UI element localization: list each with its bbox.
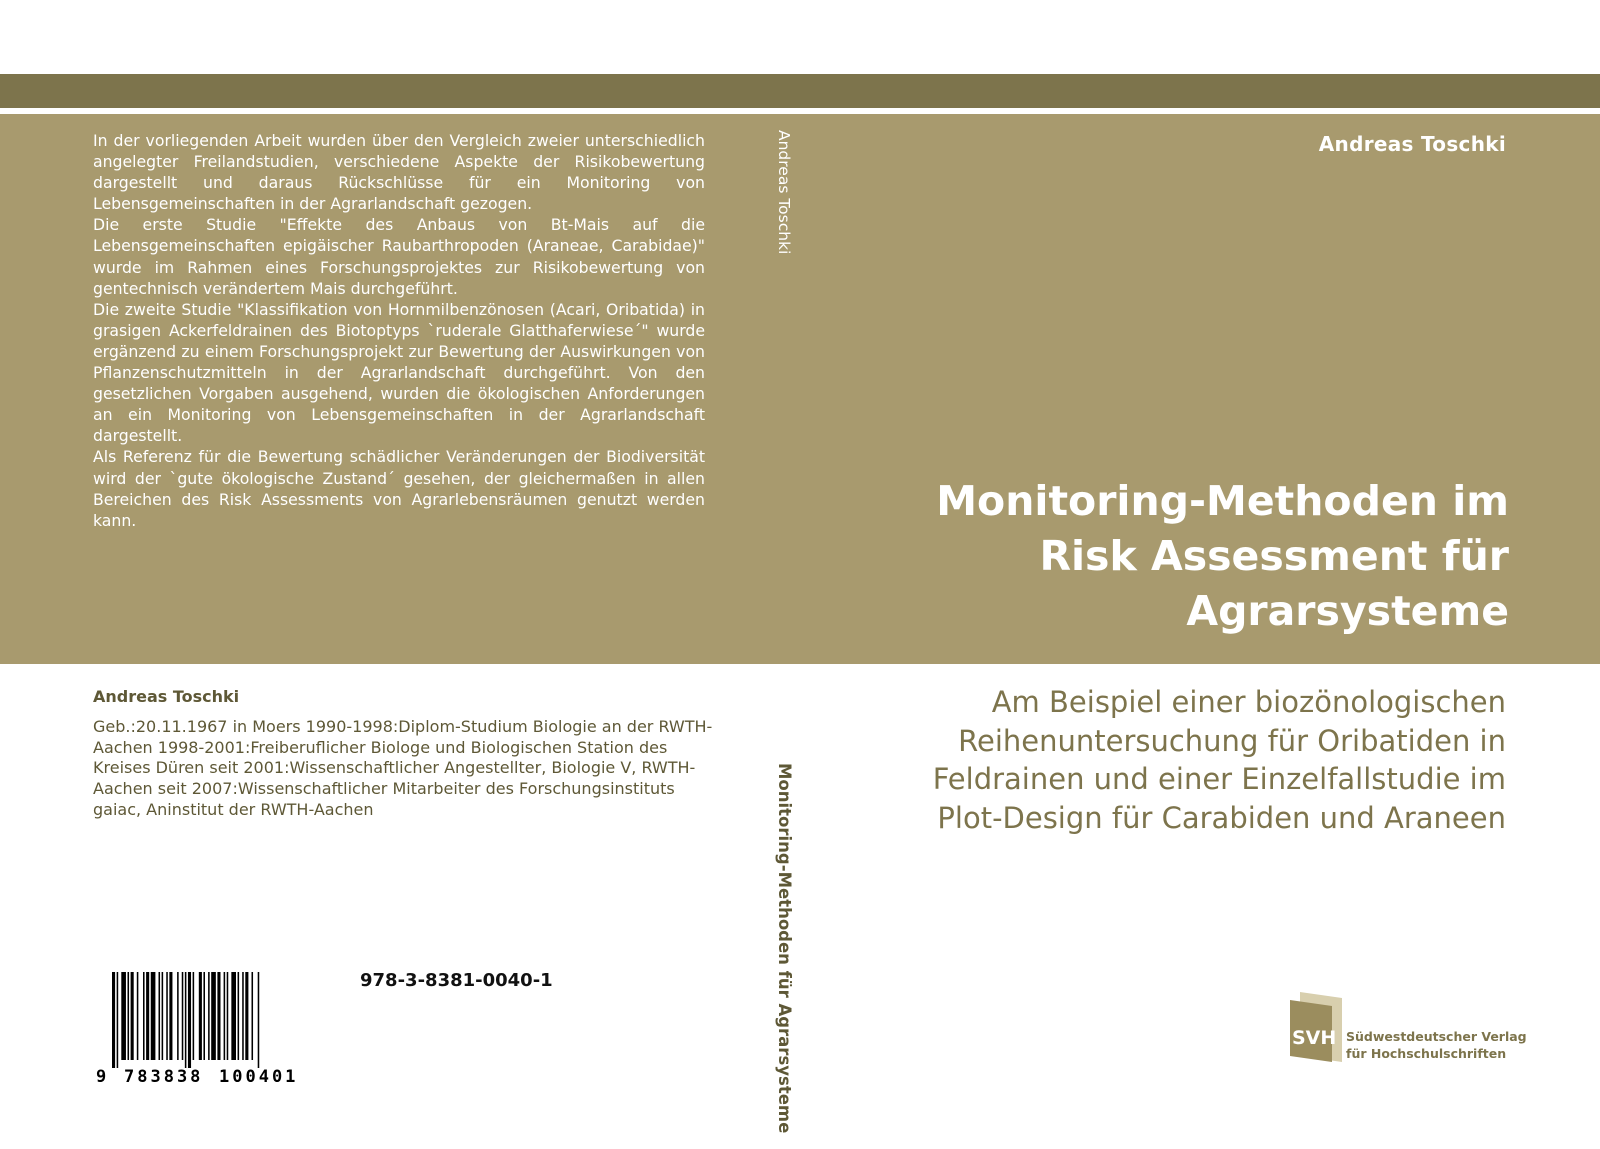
barcode-bar — [203, 972, 205, 1060]
barcode-bar — [224, 972, 226, 1060]
subtitle-line: Feldrainen und einer Einzelfallstudie im — [932, 762, 1506, 796]
barcode-bar — [231, 972, 236, 1060]
top-decorative-bar — [0, 74, 1600, 108]
barcode-bar — [131, 972, 134, 1060]
barcode-bar — [242, 972, 244, 1060]
back-author: Andreas Toschki — [93, 687, 240, 706]
barcode-bar — [199, 972, 202, 1060]
title-line: Agrarsysteme — [1186, 587, 1509, 635]
barcode-bar — [117, 972, 119, 1068]
barcode-bar — [128, 972, 130, 1060]
blurb-paragraph: In der vorliegenden Arbeit wurden über den Vergleich zweier unterschiedlich angelegter Freilandstudien, verschiedene Aspekte der Risikobewertung dargestellt und daraus Rückschlüsse für ein Monitoring von Lebensgemeinschaften in der Agrarlandschaft gezogen. — [93, 131, 705, 214]
barcode-bar — [193, 972, 195, 1060]
barcode-bar — [137, 972, 139, 1060]
barcode-digit-first: 9 — [96, 1067, 107, 1086]
barcode-bar — [208, 972, 210, 1060]
subtitle-line: Reihenuntersuchung für Oribatiden in — [958, 723, 1506, 758]
barcode-digits-right: 100401 — [219, 1067, 299, 1086]
blurb-paragraph: Die erste Studie "Effekte des Anbaus von Bt-Mais auf die Lebensgemeinschaften epigäischer Raubarthropoden (Araneae, Carabidae)" wurde im Rahmen eines Forschungsprojektes zur Risikobewertung von gentechnisch verändertem Mais durchgeführt. — [93, 215, 705, 298]
blurb-paragraph: Die zweite Studie "Klassifikation von Hornmilbenzönosen (Acari, Oribatida) in grasigen Ackerfeldrainen des Biotoptyps `ruderale Glatthaferwiese´" wurde ergänzend zu einem Forschungsprojekt zur Bewertung der Auswirkungen von Pflanzenschutzmitteln in der Agrarlandschaft durchgeführt. Von den gesetzlichen Vorgaben ausgehend, wurden die ökologischen Anforderungen an ein Monitoring von Lebensgemeinschaften in der Agrarlandschaft dargestellt. — [93, 299, 705, 446]
back-cover-blurb — [93, 130, 705, 531]
author-bio: Geb.:20.11.1967 in Moers 1990-1998:Diplom-Studium Biologie an der RWTH-Aachen 1998-2001:Freiberuflicher Biologe und Biologischen Station des Kreises Düren seit 2001:Wissenschaftlicher Angestellter, Biologie V, RWTH-Aachen seit 2007:Wissenschaftlicher Mitarbeiter des Forschungsinstituts gaiac, Aninstitut der RWTH-Aachen — [93, 717, 713, 819]
front-author: Andreas Toschki — [1318, 132, 1506, 156]
barcode-digits-left: 783838 — [124, 1067, 204, 1086]
barcode-bar — [146, 972, 149, 1060]
barcode-bar — [211, 972, 216, 1060]
publisher-block — [1290, 992, 1527, 1072]
spine-author: Andreas Toschki — [775, 130, 793, 255]
barcode-bar — [151, 972, 156, 1060]
barcode-bar — [169, 972, 172, 1060]
barcode-bar — [166, 972, 168, 1060]
publisher-name-line: Südwestdeutscher Verlag — [1346, 1029, 1527, 1044]
barcode-bar — [112, 972, 115, 1068]
book-title — [789, 474, 1509, 639]
barcode-bar — [217, 972, 220, 1060]
barcode-bar — [182, 972, 184, 1060]
barcode-bar — [121, 972, 126, 1060]
title-line: Risk Assessment für — [1039, 532, 1509, 580]
barcode-bar — [188, 972, 191, 1068]
barcode-bar — [252, 972, 254, 1060]
blurb-paragraph: Als Referenz für die Bewertung schädlicher Veränderungen der Biodiversität wird der `gute ökologische Zustand´ gesehen, der gleichermaßen in allen Bereichen des Risk Assessments von Agrarlebensräumen genutzt werden kann. — [93, 447, 705, 530]
publisher-name — [1346, 1028, 1527, 1062]
book-subtitle — [786, 683, 1506, 837]
barcode-bar — [143, 972, 145, 1060]
publisher-name-line: für Hochschulschriften — [1346, 1046, 1507, 1061]
barcode-bar — [245, 972, 248, 1060]
barcode-bar — [159, 972, 161, 1060]
spine-title: Monitoring-Methoden für Agrarsysteme — [775, 763, 794, 1134]
subtitle-line: Am Beispiel einer biozönologischen — [991, 685, 1506, 719]
barcode-bar — [177, 972, 179, 1060]
isbn-number: 978-3-8381-0040-1 — [360, 970, 553, 991]
barcode — [94, 972, 326, 1086]
publisher-logo-text: SVH — [1292, 1027, 1337, 1049]
subtitle-line: Plot-Design für Carabiden und Araneen — [937, 800, 1506, 835]
publisher-logo-icon — [1290, 992, 1342, 1062]
barcode-bar — [227, 972, 229, 1060]
barcode-bar — [185, 972, 187, 1068]
barcode-bar — [162, 972, 164, 1060]
title-line: Monitoring-Methoden im — [936, 477, 1509, 525]
barcode-bar — [258, 972, 260, 1068]
barcode-bar — [238, 972, 240, 1060]
